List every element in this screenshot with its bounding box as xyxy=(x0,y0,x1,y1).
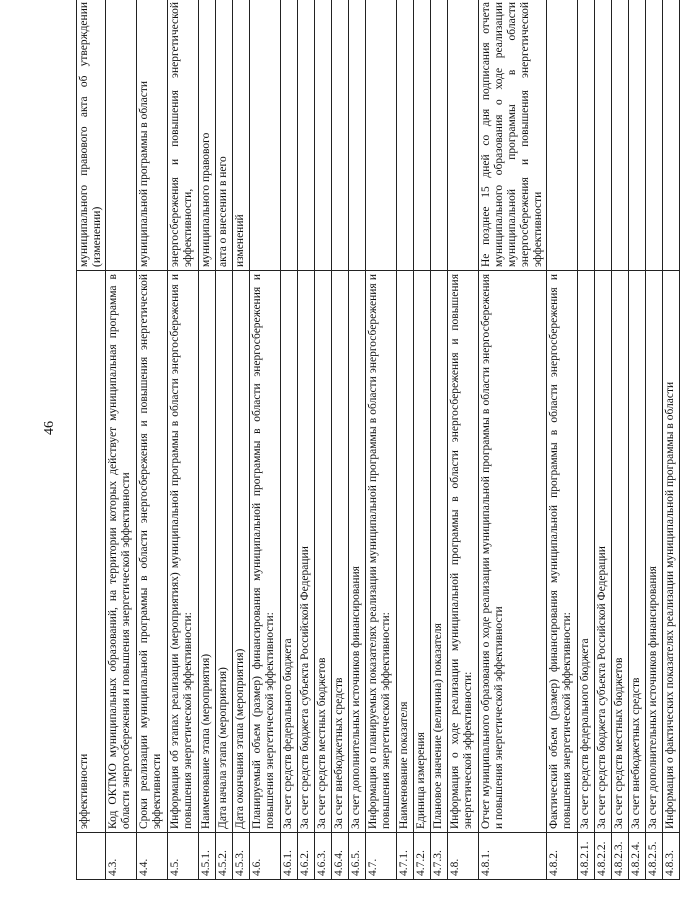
row-deadline xyxy=(298,0,315,271)
table-row xyxy=(448,0,479,880)
row-description: Наименование этапа (мероприятия) xyxy=(199,271,216,833)
row-description: Сроки реализации муниципальной программы в области энергосбережения и повышения энергетической эффективности xyxy=(137,271,168,833)
row-number: 4.6.4. xyxy=(332,833,349,880)
row-description: За счет внебюджетных средств xyxy=(629,271,646,833)
row-description: За счет средств федерального бюджета xyxy=(281,271,298,833)
row-description: За счет дополнительных источников финансирования xyxy=(646,271,663,833)
table-row xyxy=(612,0,629,880)
row-number xyxy=(77,833,106,880)
row-description: За счет средств федерального бюджета xyxy=(578,271,595,833)
row-number: 4.8.2.4. xyxy=(629,833,646,880)
row-description: Единица измерения xyxy=(414,271,431,833)
table-body xyxy=(77,0,680,880)
row-number: 4.8.2.5. xyxy=(646,833,663,880)
row-description: За счет дополнительных источников финансирования xyxy=(349,271,366,833)
table-row xyxy=(332,0,349,880)
table-row xyxy=(349,0,366,880)
row-description: За счет внебюджетных средств xyxy=(332,271,349,833)
table-row xyxy=(431,0,448,880)
table-row xyxy=(199,0,216,880)
row-description: эффективности xyxy=(77,271,106,833)
table-row xyxy=(595,0,612,880)
row-deadline: изменений xyxy=(233,0,250,271)
row-deadline xyxy=(250,0,281,271)
row-description: Код ОКТМО муниципальных образований, на территории которых действует муниципальная программа в области энергосбережения и повышения энергетической эффективности xyxy=(106,271,137,833)
row-deadline xyxy=(349,0,366,271)
row-description: Информация о ходе реализации муниципальной программы в области энергосбережения и повышения энергетической эффективности: xyxy=(448,271,479,833)
table-row xyxy=(298,0,315,880)
row-deadline xyxy=(595,0,612,271)
row-deadline xyxy=(578,0,595,271)
row-number: 4.8.2.1. xyxy=(578,833,595,880)
table-row xyxy=(106,0,137,880)
row-number: 4.3. xyxy=(106,833,137,880)
row-number: 4.8.3. xyxy=(663,833,680,880)
table-row xyxy=(366,0,397,880)
row-number: 4.6.2. xyxy=(298,833,315,880)
row-number: 4.6.1. xyxy=(281,833,298,880)
row-deadline: акта о внесении в него xyxy=(216,0,233,271)
row-deadline xyxy=(448,0,479,271)
table-row xyxy=(233,0,250,880)
table-row xyxy=(629,0,646,880)
row-number: 4.7.3. xyxy=(431,833,448,880)
row-description: За счет средств местных бюджетов xyxy=(612,271,629,833)
row-number: 4.8.2.2. xyxy=(595,833,612,880)
table-row xyxy=(578,0,595,880)
table-row xyxy=(397,0,414,880)
table-row xyxy=(137,0,168,880)
row-description: Плановое значение (величина) показателя xyxy=(431,271,448,833)
row-deadline xyxy=(397,0,414,271)
row-number: 4.7.1. xyxy=(397,833,414,880)
row-deadline: муниципального правового xyxy=(199,0,216,271)
row-deadline xyxy=(431,0,448,271)
row-description: Фактический объем (размер) финансирования муниципальной программы в области энергосбережения и повышения энергетической эффективности: xyxy=(547,271,578,833)
row-number: 4.8.2. xyxy=(547,833,578,880)
row-description: Информация об этапах реализации (мероприятиях) муниципальной программы в области энергосбережения и повышения энергетической эффективности: xyxy=(168,271,199,833)
table-row xyxy=(414,0,431,880)
table-row xyxy=(663,0,680,880)
row-deadline xyxy=(547,0,578,271)
row-description: За счет средств бюджета субъекта Российской Федерации xyxy=(595,271,612,833)
row-description: Информация о планируемых показателях реализации муниципальной программы в области энергосбережения и повышения энергетической эффективности: xyxy=(366,271,397,833)
table-row xyxy=(479,0,547,880)
row-deadline: муниципальной программы в области xyxy=(137,0,168,271)
row-number: 4.4. xyxy=(137,833,168,880)
row-number: 4.7.2. xyxy=(414,833,431,880)
table-row xyxy=(216,0,233,880)
row-number: 4.8.1. xyxy=(479,833,547,880)
row-deadline xyxy=(646,0,663,271)
row-description: Информация о фактических показателях реализации муниципальной программы в области xyxy=(663,271,680,833)
table-row xyxy=(250,0,281,880)
row-description: Наименование показателя xyxy=(397,271,414,833)
row-number: 4.7. xyxy=(366,833,397,880)
row-description: Дата начала этапа (мероприятия) xyxy=(216,271,233,833)
row-description: За счет средств местных бюджетов xyxy=(315,271,332,833)
row-description: Отчет муниципального образования о ходе реализации муниципальной программы в области энергосбережения и повышения энергетической эффективности xyxy=(479,271,547,833)
row-deadline: Не позднее 15 дней со дня подписания отчета муниципального образования о ходе реализации муниципальной программы в области энергосбережения и повышения энергетической эффективности xyxy=(479,0,547,271)
table-row xyxy=(77,0,106,880)
row-number: 4.6.3. xyxy=(315,833,332,880)
row-deadline xyxy=(629,0,646,271)
table-row xyxy=(547,0,578,880)
row-deadline xyxy=(315,0,332,271)
row-description: За счет средств бюджета субъекта Российской Федерации xyxy=(298,271,315,833)
table-row xyxy=(168,0,199,880)
requirements-table xyxy=(76,0,680,880)
row-number: 4.5.1. xyxy=(199,833,216,880)
row-deadline xyxy=(663,0,680,271)
row-number: 4.6.5. xyxy=(349,833,366,880)
row-deadline xyxy=(281,0,298,271)
row-deadline: муниципального правового акта об утверждении (изменении) xyxy=(77,0,106,271)
table-row xyxy=(315,0,332,880)
page-number: 46 xyxy=(42,421,57,435)
row-description: Планируемый объем (размер) финансирования муниципальной программы в области энергосбережения и повышения энергетической эффективности: xyxy=(250,271,281,833)
row-deadline xyxy=(612,0,629,271)
row-deadline xyxy=(414,0,431,271)
table-row xyxy=(646,0,663,880)
row-deadline xyxy=(332,0,349,271)
row-deadline: энергосбережения и повышения энергетической эффективности, xyxy=(168,0,199,271)
row-description: Дата окончания этапа (мероприятия) xyxy=(233,271,250,833)
table-row xyxy=(281,0,298,880)
row-number: 4.8.2.3. xyxy=(612,833,629,880)
row-number: 4.8. xyxy=(448,833,479,880)
row-number: 4.6. xyxy=(250,833,281,880)
row-number: 4.5. xyxy=(168,833,199,880)
row-number: 4.5.3. xyxy=(233,833,250,880)
row-number: 4.5.2. xyxy=(216,833,233,880)
rotated-table-container xyxy=(76,2,676,880)
row-deadline xyxy=(106,0,137,271)
row-deadline xyxy=(366,0,397,271)
